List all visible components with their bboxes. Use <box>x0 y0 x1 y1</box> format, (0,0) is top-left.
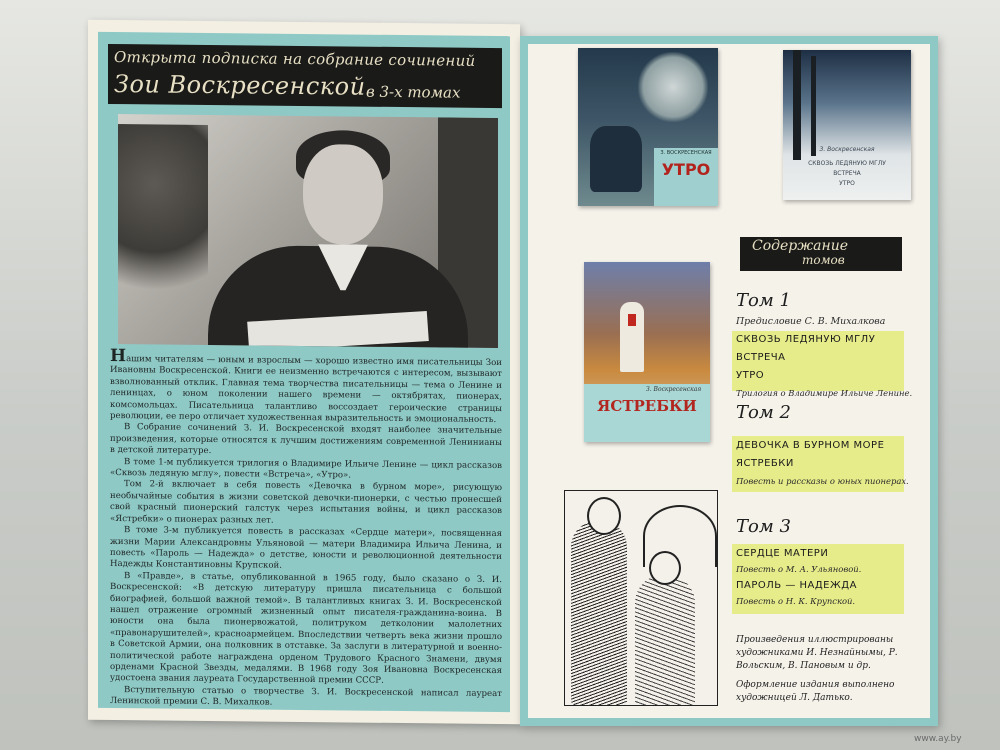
volume-3-entry-1: СЕРДЦЕ МАТЕРИ <box>736 548 829 559</box>
intro-paragraph-1 <box>110 345 502 427</box>
book-cover-snow <box>783 50 911 200</box>
cover-yastrebki-author: З. Воскресенская <box>646 386 702 393</box>
cover-2-title-3: УТРО <box>839 180 855 187</box>
contents-heading-line-1: Содержание <box>752 238 849 254</box>
illustration-woman-head <box>649 551 681 585</box>
volume-1-preface: Предисловие С. В. Михалкова <box>736 316 886 327</box>
right-page-panel <box>528 44 930 718</box>
volume-2-entry-2: ЯСТРЕБКИ <box>736 458 794 469</box>
cover-tree <box>811 56 816 156</box>
intro-paragraph-2: В Собрание сочинений З. И. Воскресенской входят наиболее значительные произведения, которые относятся к лучшим достижениям современной Ленинианы в детской литературе. <box>110 422 502 457</box>
intro-paragraph-7: Вступительную статью о творчестве З. И. Воскресенской написал лауреат Ленинской премии С. В. Михалков. <box>110 684 502 708</box>
drop-cap: Н <box>110 345 127 367</box>
cover-utro-author: З. ВОСКРЕСЕНСКАЯ <box>660 150 712 156</box>
right-page <box>520 36 938 726</box>
intro-article <box>110 345 502 712</box>
author-portrait-photo <box>118 114 498 348</box>
cover-utro-title: УТРО <box>661 160 711 179</box>
illustration-ulyanov-family <box>564 490 718 706</box>
volume-2-note: Повесть и рассказы о юных пионерах. <box>736 476 909 486</box>
book-cover-yastrebki <box>584 262 710 442</box>
cover-2-title-2: ВСТРЕЧА <box>833 170 861 177</box>
contents-heading <box>740 237 902 271</box>
left-page <box>88 20 520 725</box>
intro-paragraph-6: В «Правде», в статье, опубликованной в 1965 году, было сказано о З. И. Воскресенской: «В детскую литературу пришла писательница с большой биографией, большой важной темой». В талантливых книгах З. И. Воскресенской нашел отражение огромный жизненный опыт писателя-гражданина-воина. В юности она была пионервожатой, политруком детколонии малолетних «правонарушителей», красноармейцем. Впоследствии четверть века жизни прошло в Советской Армии, она полковник в отставке. За заслуги в литературной и военно-политической работе награждена орденом Трудового Красного Знамени, двумя орденами Красной Звезды, медалями. В 1968 году Зоя Ивановна Воскресенская удостоена звания лауреата Государственной премии СССР. <box>110 570 502 687</box>
cover-soldiers <box>590 126 642 192</box>
cover-2-author: З. Воскресенская <box>819 146 875 153</box>
flowers-decoration <box>118 124 208 325</box>
volume-3-label: Том 3 <box>736 516 791 537</box>
cover-tree <box>793 50 801 160</box>
volume-3-note-2: Повесть о Н. К. Крупской. <box>736 596 856 606</box>
credits-design: Оформление издания выполнено художницей Л. Датько. <box>736 680 895 703</box>
volume-2-entry-1: ДЕВОЧКА В БУРНОМ МОРЕ <box>736 440 885 451</box>
left-page-panel <box>98 32 510 712</box>
cover-yastrebki-title: ЯСТРЕБКИ <box>597 397 697 415</box>
cover-2-title-1: СКВОЗЬ ЛЕДЯНУЮ МГЛУ <box>808 160 886 167</box>
illustration-woman <box>635 575 695 705</box>
intro-paragraph-3: В томе 1-м публикуется трилогия о Владимире Ильиче Ленине — цикл рассказов «Сквозь ледяную мглу», повести «Встреча», «Утро». <box>110 456 502 481</box>
intro-paragraph-1-text: ашим читателям — юным и взрослым — хорошо известно имя писательницы Зои Ивановны Воскресенской. Книги ее неизменно встречаются с интересом, вызывают взволнованный отклик. Главная тема творчества писательницы — тема о Ленине и ленинцах, о юном поколении нашего времени — октябрятах, пионерах, комсомольцах. Писательница талантливо воссоздает героические страницы революции, ее перо отличает художественная выразительность и эмоциональность. <box>110 354 502 426</box>
credits <box>736 634 926 711</box>
cover-pioneer-boy <box>620 302 644 372</box>
illustration-man <box>571 521 627 705</box>
contents-heading-line-2: томов <box>802 253 845 267</box>
banner-author-name: Зои Воскресенской <box>114 70 366 101</box>
volume-2-label: Том 2 <box>736 402 791 423</box>
volume-1-entry-3: УТРО <box>736 370 765 381</box>
cover-smoke <box>638 52 708 122</box>
intro-paragraph-4: Том 2-й включает в себя повесть «Девочка в бурном море», рисующую необычайные события в жизни советской девочки-пионерки, с честью пронесшей свой красный пионерский галстук через испытания войны, и цикл рассказов «Ястребки» о пионерах разных лет. <box>110 479 502 526</box>
credits-illustrators: Произведения иллюстрированы художниками И. Незнайнымы, Р. Вольским, В. Пановым и др. <box>736 635 898 671</box>
banner-line-1: Открыта подписка на собрание сочинений <box>114 48 476 70</box>
volume-1-entry-1: СКВОЗЬ ЛЕДЯНУЮ МГЛУ <box>736 334 876 345</box>
cover-red-tie <box>628 314 636 326</box>
banner-volumes: в 3-х томах <box>366 82 461 102</box>
book-cover-utro <box>578 48 718 206</box>
watermark: www.ay.by <box>914 734 962 744</box>
portrait-face <box>303 144 383 245</box>
subscription-banner <box>108 44 502 108</box>
volume-1-entry-2: ВСТРЕЧА <box>736 352 786 363</box>
volume-3-entry-2: ПАРОЛЬ — НАДЕЖДА <box>736 580 857 591</box>
intro-paragraph-5: В томе 3-м публикуется повесть в рассказах «Сердце матери», посвященная жизни Марии Александровны Ульяновой — матери Владимира Ильича Ленина, и повесть «Пароль — Надежда» о детстве, юности и революционной деятельности Надежды Константиновны Крупской. <box>110 525 502 572</box>
illustration-man-head <box>587 497 621 535</box>
volume-1-note: Трилогия о Владимире Ильиче Ленине. <box>736 388 913 398</box>
volume-3-note-1: Повесть о М. А. Ульяновой. <box>736 564 862 574</box>
volume-1-label: Том 1 <box>736 290 791 311</box>
